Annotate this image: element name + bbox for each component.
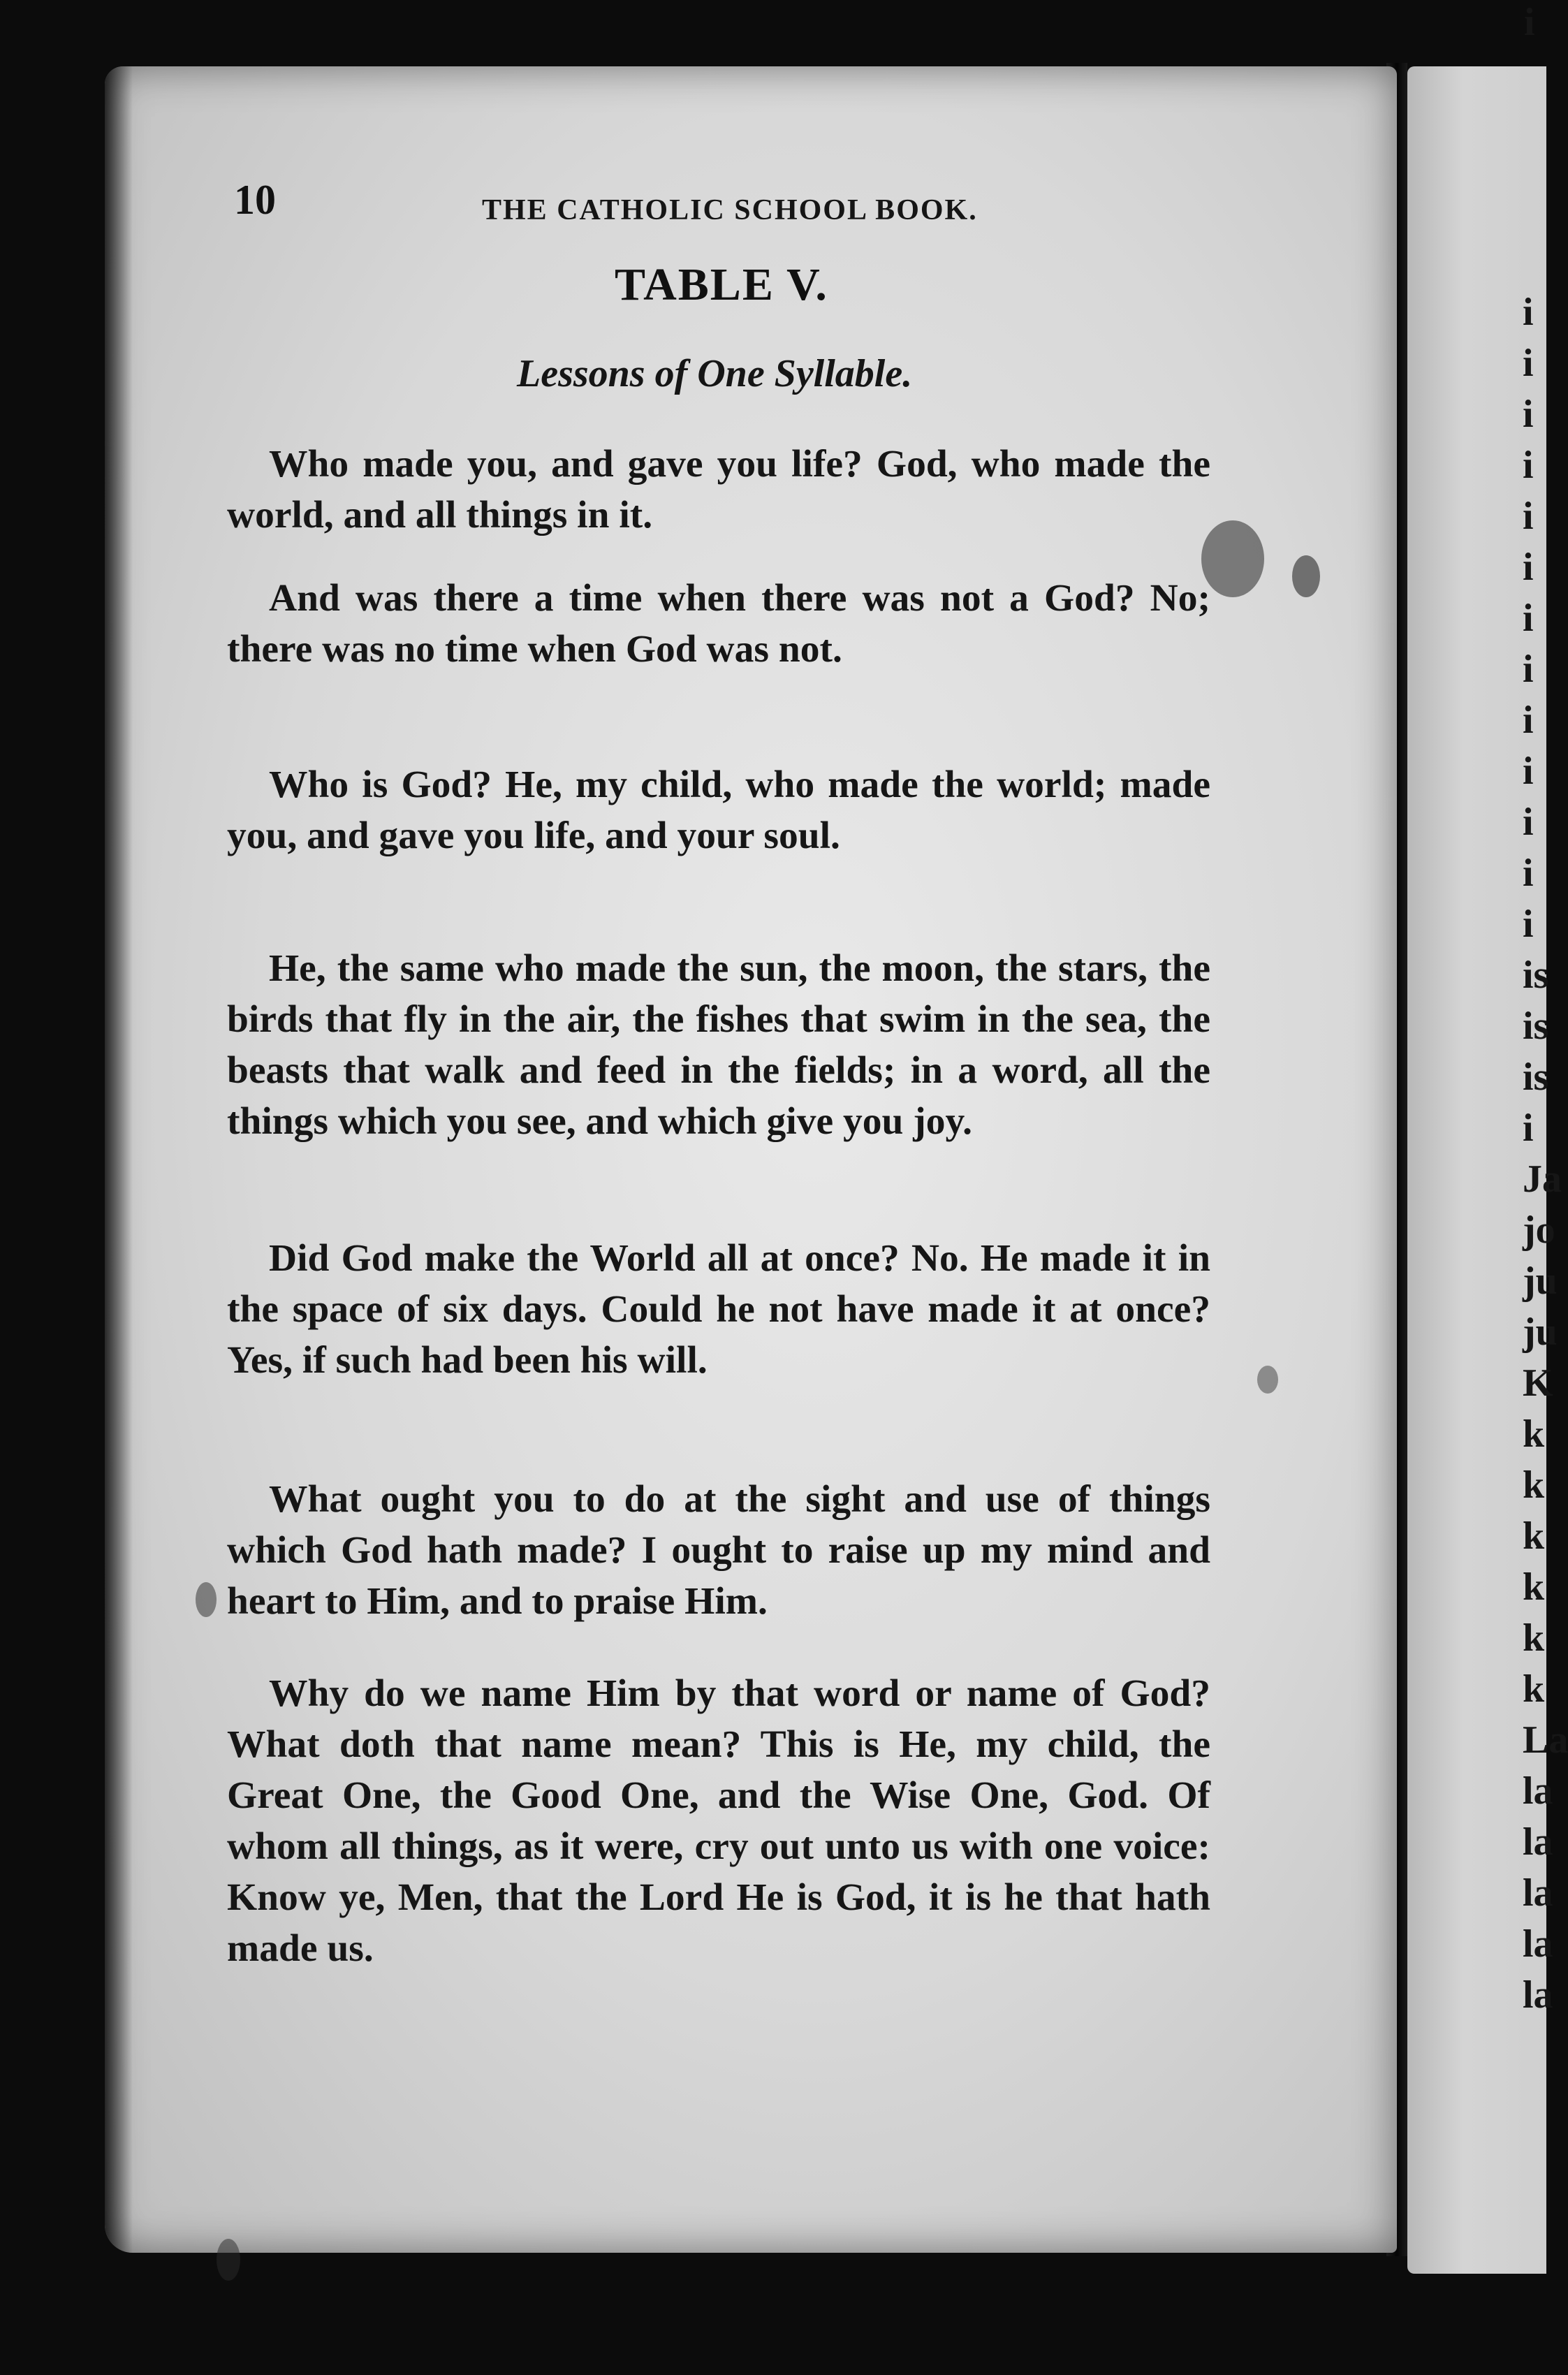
- facing-page-column: [1523, 290, 1568, 2260]
- table-title: TABLE V.: [615, 259, 828, 310]
- facing-page-fragment: i: [1523, 801, 1534, 844]
- facing-page-fragment: ju: [1523, 1310, 1558, 1354]
- facing-page-fragment: k: [1523, 1412, 1545, 1456]
- facing-page-fragment: i: [1523, 750, 1534, 793]
- facing-page-fragment: Ja: [1523, 1157, 1562, 1201]
- facing-page-fragment: i: [1523, 699, 1534, 742]
- facing-page-fragment: i: [1523, 852, 1534, 895]
- facing-page-fragment: la: [1523, 1871, 1553, 1915]
- facing-page-fragment: k: [1523, 1463, 1545, 1507]
- facing-page-fragment: la: [1523, 1820, 1553, 1864]
- facing-page-fragment: ju: [1523, 1259, 1558, 1303]
- lesson-subtitle: Lessons of One Syllable.: [517, 352, 913, 395]
- facing-page-fragment: k: [1523, 1667, 1545, 1711]
- facing-page-fragment: i: [1523, 597, 1534, 640]
- running-head: THE CATHOLIC SCHOOL BOOK.: [482, 194, 978, 226]
- facing-page-fragment: i: [1523, 902, 1534, 946]
- facing-page-fragment: la: [1523, 1922, 1553, 1966]
- facing-page-fragment: k: [1523, 1616, 1545, 1660]
- paragraph: Why do we name Him by that word or name of God? What doth that name mean? This is He, my child, the Great One, the Good One, and the Wise One, God. Of whom all things, as it were, cry out unto us with one voice: Know ye, Men, that the Lord He is God, it is he that hath made us.: [227, 1672, 1210, 1970]
- paragraph: What ought you to do at the sight and use of things which God hath made? I ought to raise up my mind and heart to Him, and to praise Him.: [227, 1478, 1210, 1623]
- facing-page-fragment: i: [1523, 495, 1534, 538]
- facing-page-fragment: i: [1524, 1, 1535, 44]
- facing-page-fragment: la: [1523, 1769, 1553, 1813]
- facing-page-fragment: i: [1523, 546, 1534, 589]
- ink-blot: [1292, 555, 1320, 597]
- facing-page-fragment: is: [1523, 1055, 1549, 1099]
- page-number: 10: [234, 177, 276, 223]
- paragraph: Did God make the World all at once? No. He made it in the space of six days. Could he not have made it at once? Yes, if such had been his will.: [227, 1237, 1210, 1382]
- ink-blot: [217, 2239, 240, 2281]
- facing-page-fragment: is: [1523, 1004, 1549, 1048]
- facing-page-fragment: i: [1523, 444, 1534, 487]
- paragraph: Who made you, and gave you life? God, who made the world, and all things in it.: [227, 443, 1210, 536]
- facing-page-fragment: i: [1523, 1106, 1534, 1150]
- facing-page-fragment: i: [1523, 342, 1534, 385]
- ink-blot: [1201, 520, 1264, 597]
- facing-page-fragment: k: [1523, 1514, 1545, 1558]
- facing-page-fragment: is: [1523, 953, 1549, 997]
- paragraph: Who is God? He, my child, who made the world; made you, and gave you life, and your soul.: [227, 763, 1210, 857]
- facing-page-fragment: i: [1523, 648, 1534, 691]
- facing-page-fragment: k: [1523, 1565, 1545, 1609]
- facing-page-fragment: La: [1523, 1718, 1568, 1762]
- paragraph: And was there a time when there was not a God? No; there was no time when God was not.: [227, 577, 1210, 671]
- paragraph: He, the same who made the sun, the moon, the stars, the birds that fly in the air, the fishes that swim in the sea, the beasts that walk and feed in the fields; in a word, all the things which you see, and which give you joy.: [227, 947, 1210, 1143]
- facing-page-fragment: K: [1523, 1361, 1553, 1405]
- facing-page-fragment: i: [1523, 291, 1534, 334]
- ink-blot: [1257, 1366, 1278, 1394]
- ink-blot: [196, 1582, 217, 1617]
- facing-page-fragment: jo: [1523, 1208, 1555, 1252]
- facing-page-fragment: i: [1523, 393, 1534, 436]
- facing-page-fragment: la: [1523, 1973, 1553, 2017]
